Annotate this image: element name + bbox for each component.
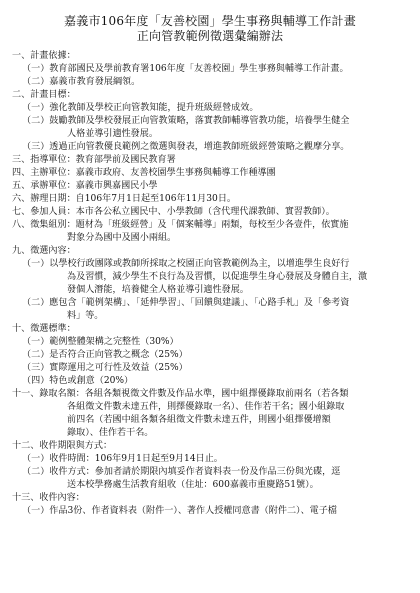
section-continuation: 各組徵文件數未達五件，則擇優錄取一名）、佳作若干名；國小組錄取 bbox=[67, 402, 345, 412]
list-item: （一）教育部國民及學前教育署106年度「友善校園」學生事務與輔導工作計畫。 bbox=[22, 64, 349, 74]
list-item-continuation: 發個人潛能，培養健全人格並導引適性發展。 bbox=[67, 285, 249, 295]
list-item: （二）鼓勵教師及學校發展正向管教策略，落實教師輔導管教功能，培養學生健全 bbox=[22, 116, 350, 126]
list-item: （四）特色或創意（20%） bbox=[22, 376, 134, 386]
document-title: 嘉義市106年度「友善校園」學生事務與輔導工作計畫 bbox=[64, 14, 356, 28]
list-item: （一）範例整體架構之完整性（30%） bbox=[22, 337, 179, 347]
list-item: （一）強化教師及學校正向管教知能，提升班級經營成效。 bbox=[22, 103, 259, 113]
section-heading: 六、辦理日期：自106年7月1日起至106年11月30日。 bbox=[12, 194, 237, 204]
section-continuation: 錄取）、佳作若干名。 bbox=[67, 428, 154, 438]
list-item: （一）收件時間：106年9月1日起至9月14日止。 bbox=[22, 454, 223, 464]
section-heading: 十、徵選標準： bbox=[12, 324, 76, 334]
section-heading: 一、計畫依據： bbox=[12, 51, 76, 61]
section-heading: 三、指導單位：教育部學前及國民教育署 bbox=[12, 155, 176, 165]
document-body bbox=[12, 50, 408, 518]
list-item-continuation: 人格並導引適性發展。 bbox=[67, 129, 158, 139]
section-heading: 七、參加人員：本市各公私立國民中、小學教師（含代理代課教師、實習教師）。 bbox=[12, 207, 335, 217]
list-item: （二）應包含「範例架構」、「延伸學習」、「回饋與建議」、「心路手札」及「參考資 bbox=[22, 298, 350, 308]
list-item-continuation: 送本校學務處生活教育組收（住址：600嘉義市重慶路51號）。 bbox=[67, 480, 319, 490]
section-heading: 十一、錄取名額：各組各類視徵文件數及作品水準，國中組擇優錄取前兩名（若各類 bbox=[12, 389, 349, 399]
list-item: （二）是否符合正向管教之概念（25%） bbox=[22, 350, 188, 360]
document-subtitle: 正向管教範例徵選彙編辦法 bbox=[136, 29, 284, 43]
list-item-continuation: 料」等。 bbox=[67, 311, 104, 321]
section-heading: 五、承辦單位：嘉義市興嘉國民小學 bbox=[12, 181, 158, 191]
section-heading: 十三、收件內容： bbox=[12, 493, 85, 503]
list-item-continuation: 為及習慣，減少學生不良行為及習慣，以促進學生身心發展及身體自主，激 bbox=[67, 272, 368, 282]
section-continuation: 前四名（若國中組各類各組徵文件數未達五件，則國小組擇優增額 bbox=[67, 415, 331, 425]
section-continuation: 對象分為國中及國小兩組。 bbox=[67, 233, 177, 243]
list-item: （一）作品3份、作者資料表（附件一）、著作人授權同意書（附件二）、電子檔 bbox=[22, 506, 337, 516]
list-item: （二）嘉義市教育發展綱領。 bbox=[22, 77, 141, 87]
section-heading: 八、徵集組別：題材為「班級經營」及「個案輔導」兩類，每校至少各壹件，依實施 bbox=[12, 220, 349, 230]
section-heading: 十二、收件期限與方式： bbox=[12, 441, 113, 451]
section-heading: 九、徵選內容： bbox=[12, 246, 76, 256]
list-item: （一）以學校行政團隊或教師所採取之校園正向管教範例為主，以增進學生良好行 bbox=[22, 259, 350, 269]
list-item: （三）透過正向管教優良範例之徵選與發表，增進教師班級經營策略之觀摩分享。 bbox=[22, 142, 350, 152]
list-item: （二）收件方式：參加者請於期限內填妥作者資料表一份及作品三份與光碟，逕 bbox=[22, 467, 341, 477]
section-heading: 四、主辦單位：嘉義市政府、友善校園學生事務與輔導工作種導團 bbox=[12, 168, 276, 178]
list-item: （三）實際運用之可行性及效益（25%） bbox=[22, 363, 188, 373]
section-heading: 二、計畫目標： bbox=[12, 90, 76, 100]
